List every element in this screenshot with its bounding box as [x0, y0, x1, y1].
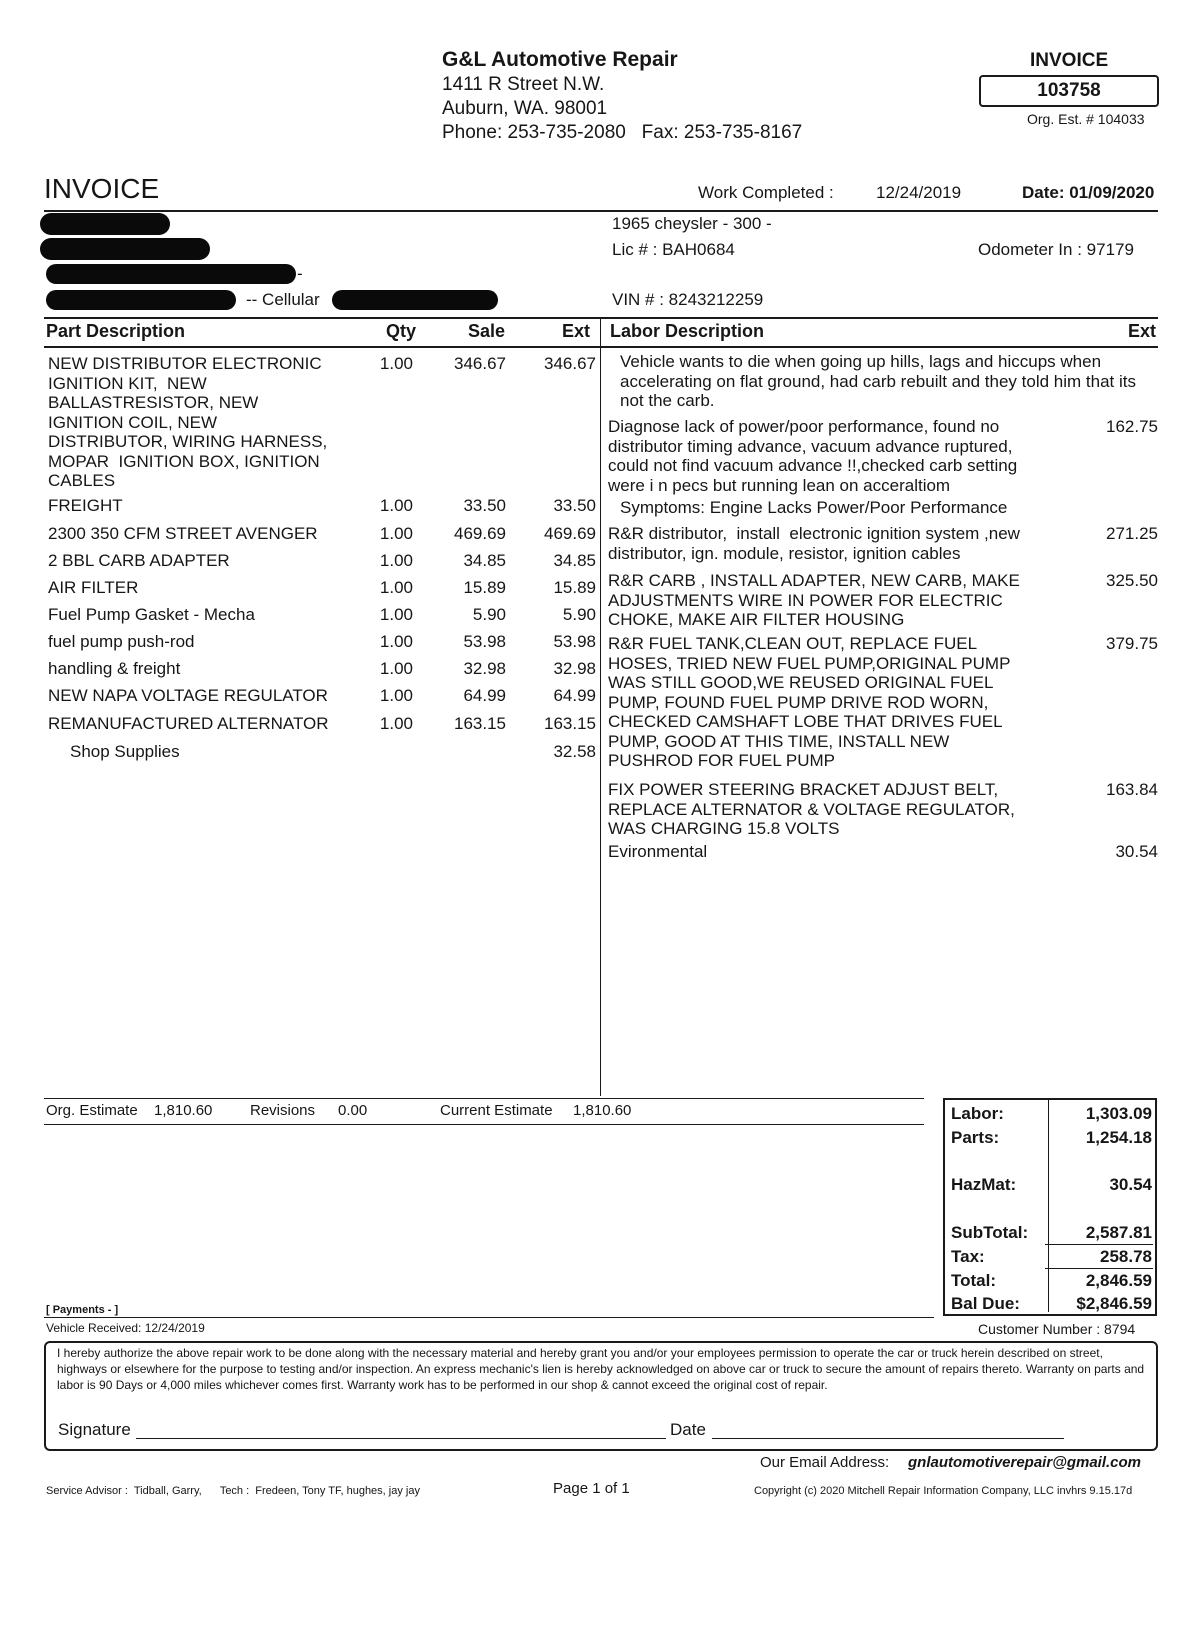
labor-ext: 162.75: [1106, 417, 1158, 436]
part-qty: 1.00: [379, 659, 413, 678]
signature-line[interactable]: [136, 1438, 666, 1439]
part-ext: 346.67: [544, 354, 596, 373]
labor-total-value: 1,303.09: [1085, 1104, 1152, 1123]
revisions-label: Revisions: [250, 1102, 316, 1119]
part-qty: 1.00: [379, 714, 413, 733]
table-header-rule: [44, 346, 1158, 348]
part-sale: 5.90: [472, 605, 506, 624]
org-est-number: Org. Est. # 104033: [1027, 111, 1145, 127]
totals-box-divider: [1048, 1100, 1049, 1312]
labor-header-ext: Ext: [1128, 321, 1157, 341]
signature-label: Signature: [58, 1420, 131, 1439]
invoice-number: 103758: [979, 75, 1159, 107]
part-qty: 1.00: [379, 578, 413, 597]
tax-value: 258.78: [1100, 1247, 1152, 1266]
odometer-in: Odometer In : 97179: [978, 240, 1134, 259]
labor-description: Evironmental: [608, 842, 708, 861]
parts-header-ext: Ext: [562, 321, 591, 341]
payments-rule: [44, 1317, 934, 1318]
labor-ext: 271.25: [1106, 524, 1158, 543]
part-ext: 34.85: [553, 551, 596, 570]
tax-rule: [1045, 1268, 1153, 1269]
part-sale: 32.98: [463, 659, 506, 678]
part-ext: 5.90: [562, 605, 596, 624]
part-sale: 469.69: [454, 524, 506, 543]
part-description: fuel pump push-rod: [48, 632, 195, 651]
part-ext: 15.89: [553, 578, 596, 597]
part-ext: 163.15: [544, 714, 596, 733]
part-sale: 163.15: [454, 714, 506, 733]
shop-supplies-label: Shop Supplies: [70, 742, 180, 761]
org-estimate-value: 1,810.60: [154, 1102, 213, 1119]
work-completed-date: 12/24/2019: [876, 183, 962, 202]
part-ext: 53.98: [553, 632, 596, 651]
part-qty: 1.00: [379, 551, 413, 570]
part-sale: 33.50: [463, 496, 506, 515]
labor-symptoms: Symptoms: Engine Lacks Power/Poor Performance: [620, 498, 1008, 517]
estimate-top-rule: [44, 1098, 924, 1099]
part-qty: 1.00: [379, 605, 413, 624]
org-estimate-label: Org. Estimate: [46, 1102, 138, 1119]
redacted-office-phone: [46, 290, 236, 310]
shop-supplies-ext: 32.58: [553, 742, 596, 761]
service-advisor: Service Advisor : Tidball, Garry, Tech : Fredeen, Tony TF, hughes, jay jay: [46, 1485, 420, 1497]
page-number: Page 1 of 1: [553, 1480, 630, 1497]
column-divider: [600, 318, 601, 1096]
part-description: NEW DISTRIBUTOR ELECTRONIC IGNITION KIT, NEW BALLASTRESISTOR, NEW IGNITION COIL, NEW DISTRIBUTOR, WIRING HARNESS, MOPAR IGNITION BOX, IGNITION CABLES: [48, 354, 328, 490]
estimate-bottom-rule: [44, 1124, 924, 1125]
redacted-cell-phone: [332, 290, 498, 310]
part-qty: 1.00: [379, 496, 413, 515]
part-ext: 33.50: [553, 496, 596, 515]
labor-description: R&R CARB , INSTALL ADAPTER, NEW CARB, MAKE ADJUSTMENTS WIRE IN POWER FOR ELECTRIC CHOKE, MAKE AIR FILTER HOUSING: [608, 571, 1020, 629]
shop-name: G&L Automotive Repair: [442, 48, 678, 71]
parts-header-sale: Sale: [468, 321, 506, 341]
vin-number: VIN # : 8243212259: [612, 290, 764, 309]
table-top-rule: [44, 317, 1158, 319]
header-divider: [44, 210, 1158, 212]
part-qty: 1.00: [379, 632, 413, 651]
copyright: Copyright (c) 2020 Mitchell Repair Information Company, LLC invhrs 9.15.17d: [754, 1485, 1133, 1497]
part-ext: 32.98: [553, 659, 596, 678]
bal-due-label: Bal Due:: [951, 1294, 1020, 1313]
part-qty: 1.00: [379, 354, 413, 373]
bal-due-value: $2,846.59: [1076, 1294, 1152, 1313]
labor-ext: 379.75: [1106, 634, 1158, 653]
labor-complaint: Vehicle wants to die when going up hills, lags and hiccups when accelerating on flat ground, had carb rebuilt and they told him that its not the carb.: [620, 352, 1136, 410]
part-description: REMANUFACTURED ALTERNATOR: [48, 714, 329, 733]
parts-header-qty: Qty: [386, 321, 417, 341]
invoice-title: INVOICE: [44, 173, 160, 204]
authorization-text: I hereby authorize the above repair work to be done along with the necessary material and hereby grant you and/or your employees permission to operate the car or truck herein described on street, highways or elsewhere for the purpose to testing and/or inspection. An express mechanic's lien is hereby acknowledged on above car or truck to secure the amount of repairs thereto. Warranty on parts and labor is 90 Days or 4,000 miles whichever comes first. Warranty work has to be performed in our shop & cannot exceed the original cost of repair.: [57, 1346, 1145, 1392]
labor-ext: 325.50: [1106, 571, 1158, 590]
part-sale: 53.98: [463, 632, 506, 651]
email-label: Our Email Address:: [760, 1454, 890, 1471]
tax-label: Tax:: [951, 1247, 985, 1266]
parts-total-value: 1,254.18: [1085, 1128, 1152, 1147]
part-description: Fuel Pump Gasket - Mecha: [48, 605, 255, 624]
part-sale: 64.99: [463, 686, 506, 705]
vehicle-model: 1965 cheysler - 300 -: [612, 214, 772, 233]
current-estimate-label: Current Estimate: [440, 1102, 553, 1119]
part-description: AIR FILTER: [48, 578, 139, 597]
redacted-customer-address: [40, 238, 210, 260]
license-plate: Lic # : BAH0684: [612, 240, 735, 259]
part-ext: 469.69: [544, 524, 596, 543]
invoice-box-label: INVOICE: [1030, 50, 1109, 71]
date-label: Date: [670, 1420, 706, 1439]
subtotal-value: 2,587.81: [1085, 1223, 1152, 1242]
shop-street: 1411 R Street N.W.: [442, 74, 605, 95]
labor-description: R&R FUEL TANK,CLEAN OUT, REPLACE FUEL HOSES, TRIED NEW FUEL PUMP,ORIGINAL PUMP WAS STILL GOOD,WE REUSED ORIGINAL FUEL PUMP, FOUND FUEL PUMP DRIVE ROD WORN, CHECKED CAMSHAFT LOBE THAT DRIVES FUEL PUMP, GOOD AT THIS TIME, INSTALL NEW PUSHROD FOR FUEL PUMP: [608, 634, 1011, 770]
invoice-date: Date: 01/09/2020: [1022, 183, 1155, 202]
part-description: NEW NAPA VOLTAGE REGULATOR: [48, 686, 328, 705]
part-qty: 1.00: [379, 686, 413, 705]
redacted-customer-city: [46, 264, 296, 284]
labor-header-desc: Labor Description: [610, 321, 765, 341]
subtotal-rule: [1045, 1244, 1153, 1245]
shop-phone: Phone: 253-735-2080 Fax: 253-735-8167: [442, 122, 803, 143]
revisions-value: 0.00: [338, 1102, 368, 1119]
date-line[interactable]: [712, 1438, 1064, 1439]
shop-city: Auburn, WA. 98001: [442, 98, 608, 119]
part-description: 2300 350 CFM STREET AVENGER: [48, 524, 318, 543]
labor-description: Diagnose lack of power/poor performance, found no distributor timing advance, vacuum advance ruptured, could not find vacuum advance !!,checked carb setting were i n pecs but running lean on acceraltiom: [608, 417, 1018, 495]
part-sale: 34.85: [463, 551, 506, 570]
parts-total-label: Parts:: [951, 1128, 1000, 1147]
total-value: 2,846.59: [1085, 1271, 1152, 1290]
part-ext: 64.99: [553, 686, 596, 705]
customer-city-suffix: -: [297, 264, 303, 283]
part-description: handling & freight: [48, 659, 181, 678]
email-link[interactable]: gnlautomotiverepair@gmail.com: [908, 1454, 1142, 1471]
total-label: Total:: [951, 1271, 997, 1290]
payments-label: [ Payments - ]: [46, 1304, 119, 1316]
part-sale: 346.67: [454, 354, 506, 373]
labor-description: R&R distributor, install electronic ignition system ,new distributor, ign. module, resistor, ignition cables: [608, 524, 1020, 563]
labor-description: FIX POWER STEERING BRACKET ADJUST BELT, REPLACE ALTERNATOR & VOLTAGE REGULATOR, WAS CHARGING 15.8 VOLTS: [608, 780, 1015, 838]
hazmat-value: 30.54: [1109, 1175, 1152, 1194]
labor-ext: 30.54: [1115, 842, 1158, 861]
vehicle-received: Vehicle Received: 12/24/2019: [46, 1321, 205, 1335]
current-estimate-value: 1,810.60: [573, 1102, 632, 1119]
cellular-label: -- Cellular: [246, 290, 320, 309]
part-description: FREIGHT: [48, 496, 123, 515]
part-description: 2 BBL CARB ADAPTER: [48, 551, 230, 570]
hazmat-label: HazMat:: [951, 1175, 1017, 1194]
labor-total-label: Labor:: [951, 1104, 1004, 1123]
customer-number: Customer Number : 8794: [978, 1321, 1136, 1337]
labor-ext: 163.84: [1106, 780, 1158, 799]
part-sale: 15.89: [463, 578, 506, 597]
subtotal-label: SubTotal:: [951, 1223, 1029, 1242]
work-completed-label: Work Completed :: [698, 183, 834, 202]
redacted-customer-name: [40, 213, 170, 235]
part-qty: 1.00: [379, 524, 413, 543]
parts-header-desc: Part Description: [46, 321, 186, 341]
